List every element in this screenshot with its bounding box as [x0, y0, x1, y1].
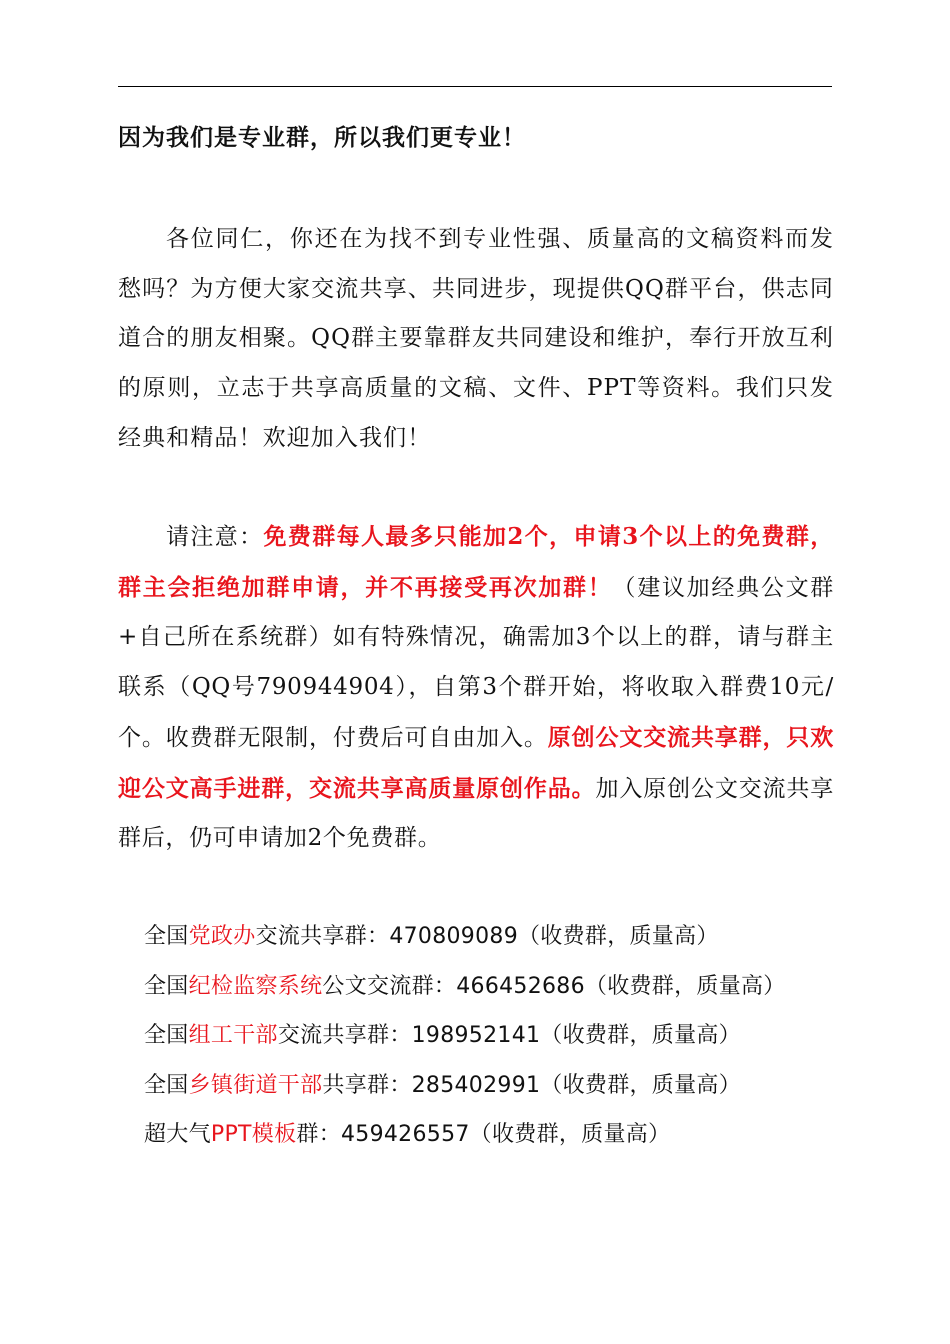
group-item-ppt [118, 1110, 834, 1160]
group-prefix: 全国 [144, 973, 189, 999]
original-group-note: 原创公文交流共享群，只欢迎公文高手进群，交流共享高质量原创作品。 [118, 723, 834, 802]
group-prefix: 全国 [144, 1072, 189, 1098]
group-highlight: 组工干部 [188, 1023, 278, 1048]
group-suffix: 共享群：285402991（收费群，质量高） [322, 1072, 741, 1098]
group-highlight: 乡镇街道干部 [188, 1072, 323, 1098]
intro-paragraph: 各位同仁，你还在为找不到专业性强、质量高的文稿资料而发愁吗？为方便大家交流共享、共同进步，现提供QQ群平台，供志同道合的朋友相聚。QQ群主要靠群友共同建设和维护，奉行开放互利的原则，立志于共享高质量的文稿、文件、PPT等资料。我们只发经典和精品！欢迎加入我们！ [118, 226, 834, 451]
notice-lead: 请注意： [166, 524, 264, 550]
page-headline: 因为我们是专业群，所以我们更专业！ [118, 125, 526, 151]
group-highlight: PPT模板 [210, 1122, 297, 1147]
group-suffix: 交流共享群：198952141（收费群，质量高） [277, 1023, 741, 1048]
header-rule [118, 86, 832, 87]
notice-paragraph [118, 512, 834, 864]
group-suffix: 群：459426557（收费群，质量高） [296, 1122, 671, 1147]
group-item-party-office [118, 912, 834, 962]
notice-warning: 免费群每人最多只能加2个，申请3个以上的免费群，群主会拒绝加群申请，并不再接受再次加群！ [118, 523, 834, 601]
group-highlight: 党政办 [188, 924, 256, 949]
group-suffix: 交流共享群：470809089（收费群，质量高） [255, 924, 719, 949]
group-prefix: 超大气 [144, 1122, 211, 1147]
group-prefix: 全国 [144, 1023, 189, 1048]
notice-details: （建议加经典公文群+自己所在系统群）如有特殊情况，确需加3个以上的群，请与群主联系（QQ号790944904），自第3个群开始，将收取入群费10元/个。收费群无限制，付费后可自由加入。 [118, 574, 834, 751]
group-item-township [118, 1061, 834, 1111]
group-item-discipline [118, 962, 834, 1012]
group-highlight: 纪检监察系统 [188, 973, 323, 999]
notice-closing: 加入原创公文交流共享群后，仍可申请加2个免费群。 [118, 775, 835, 852]
group-list [118, 912, 834, 1160]
group-suffix: 公文交流群：466452686（收费群，质量高） [322, 973, 786, 999]
group-prefix: 全国 [144, 924, 189, 949]
group-item-organization [118, 1011, 834, 1061]
